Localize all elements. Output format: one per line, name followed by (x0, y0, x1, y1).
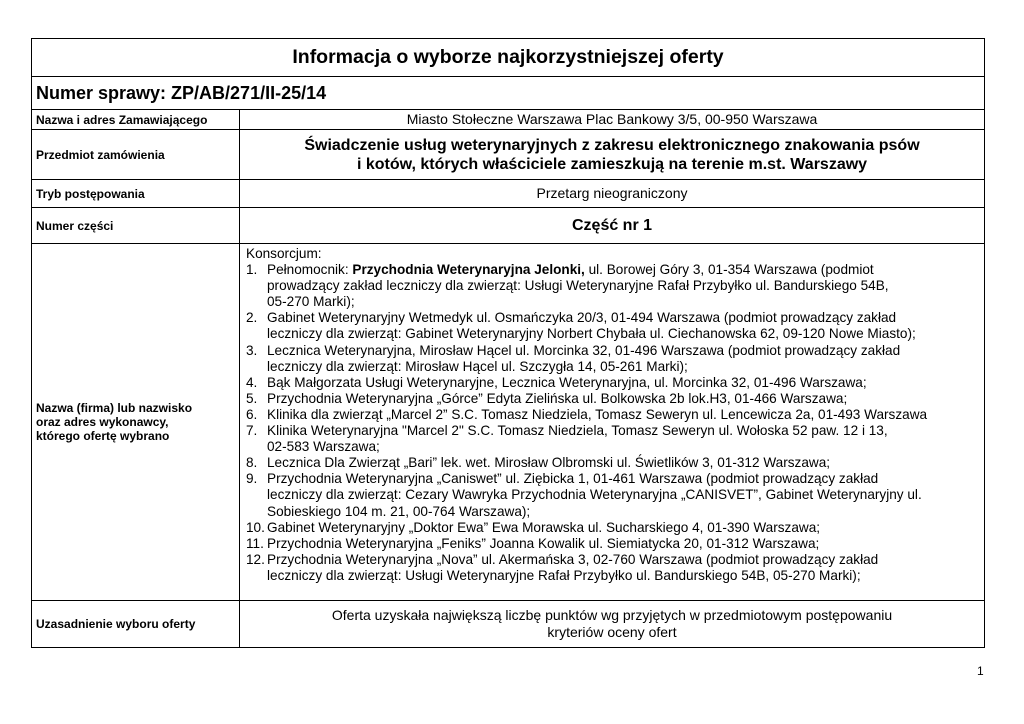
list-item (246, 536, 984, 552)
contractor-label-line3: którego ofertę wybrano (36, 429, 170, 443)
subject-value-line1: Świadczenie usług weterynaryjnych z zakresu elektronicznego znakowania psów (304, 136, 920, 154)
list-item-line3: 05-270 Marki); (267, 294, 355, 310)
list-item-number: 1. (246, 262, 258, 278)
selection-info-table (31, 38, 985, 648)
subject-row (32, 130, 985, 180)
list-item-prefix: Pełnomocnik: (267, 262, 353, 278)
consortium-members-list (246, 262, 984, 584)
document-title: Informacja o wyborze najkorzystniejszej oferty (32, 39, 985, 77)
list-item (246, 455, 984, 471)
page-number: 1 (977, 664, 984, 678)
list-item-number: 9. (246, 471, 258, 487)
list-item-line1: Przychodnia Weterynaryjna „Feniks” Joanna Kowalik ul. Siemiatycka 20, 01-312 Warszawa; (267, 535, 820, 551)
list-item-number: 11. (246, 535, 264, 551)
list-item-number: 4. (246, 374, 258, 390)
list-item (246, 520, 984, 536)
justification-value-line1: Oferta uzyskała największą liczbę punktów wg przyjętych w przedmiotowym postępowaniu (331, 607, 893, 623)
case-number: Numer sprawy: ZP/AB/271/II-25/14 (32, 77, 985, 110)
contractor-label-line1: Nazwa (firma) lub nazwisko (36, 401, 193, 415)
contracting-authority-row (32, 110, 985, 130)
list-item (246, 310, 984, 342)
procedure-value: Przetarg nieograniczony (240, 180, 985, 208)
case-number-row (32, 77, 985, 110)
list-item-bold-name: Przychodnia Weterynaryjna Jelonki, (352, 262, 585, 278)
list-item-line1: Bąk Małgorzata Usługi Weterynaryjne, Lecznica Weterynaryjna, ul. Morcinka 32, 01-496 Warszawa; (267, 374, 867, 390)
list-item (246, 375, 984, 391)
list-item-line2: leczniczy dla zwierząt: Gabinet Weterynaryjny Norbert Chybała ul. Ciechanowska 62, 09-120 Nowe Miasto); (267, 326, 916, 342)
list-item (246, 471, 984, 519)
list-item (246, 343, 984, 375)
list-item-line1: Lecznica Dla Zwierząt „Bari” lek. wet. Mirosław Olbromski ul. Świetlików 3, 01-312 Warszawa; (267, 455, 831, 471)
list-item-line1: Klinika dla zwierząt „Marcel 2” S.C. Tomasz Niedziela, Tomasz Seweryn ul. Lencewicza 2a, 01-493 Warszawa (267, 406, 928, 422)
justification-value (240, 601, 985, 648)
contractor-label (32, 244, 240, 601)
list-item-number: 5. (246, 390, 258, 406)
list-item-line3: Sobieskiego 104 m. 21, 00-764 Warszawa); (267, 503, 531, 519)
list-item (246, 391, 984, 407)
list-item-number: 8. (246, 455, 258, 471)
list-item-line1: Przychodnia Weterynaryjna „Nova” ul. Akermańska 3, 02-760 Warszawa (podmiot prowadzący zakład (267, 551, 879, 567)
contractor-row (32, 244, 985, 601)
part-row (32, 208, 985, 244)
list-item-number: 3. (246, 342, 258, 358)
list-item (246, 552, 984, 584)
list-item-line2: leczniczy dla zwierząt: Cezary Wawryka Przychodnia Weterynaryjna „CANISVET”, Gabinet Weterynaryjny ul. (267, 487, 922, 503)
subject-value-line2: i kotów, których właściciele zamieszkują na terenie m.st. Warszawy (356, 155, 868, 173)
list-item (246, 262, 984, 310)
list-item (246, 423, 984, 455)
list-item-number: 6. (246, 406, 258, 422)
consortium-intro: Konsorcjum: (246, 246, 322, 261)
list-item-line1: Przychodnia Weterynaryjna „Górce” Edyta Zielińska ul. Bolkowska 2b lok.H3, 01-466 Warszawa; (267, 390, 848, 406)
list-item-line1: Klinika Weterynaryjna "Marcel 2" S.C. Tomasz Niedziela, Tomasz Seweryn ul. Wołoska 52 paw. 12 i 13, (267, 423, 888, 439)
contractor-value (240, 244, 985, 601)
list-item-line2: prowadzący zakład leczniczy dla zwierząt: Usługi Weterynaryjne Rafał Przybyłko ul. Bandurskiego 54B, (267, 278, 889, 294)
list-item-number: 12. (246, 551, 265, 567)
procedure-label: Tryb postępowania (32, 180, 240, 208)
list-item-line2: 02-583 Warszawa; (267, 439, 380, 455)
subject-label: Przedmiot zamówienia (32, 130, 240, 180)
list-item-line2: leczniczy dla zwierząt: Mirosław Hącel ul. Szczygła 14, 05-261 Marki); (267, 358, 688, 374)
list-item-number: 7. (246, 423, 258, 439)
contracting-authority-value: Miasto Stołeczne Warszawa Plac Bankowy 3/5, 00-950 Warszawa (240, 110, 985, 130)
contracting-authority-label: Nazwa i adres Zamawiającego (32, 110, 240, 130)
list-item-line1: Przychodnia Weterynaryjna „Caniswet” ul. Ziębicka 1, 01-461 Warszawa (podmiot prowadzący zakład (267, 471, 879, 487)
list-item-line2: leczniczy dla zwierząt: Usługi Weterynaryjne Rafał Przybyłko ul. Bandurskiego 54B, 05-270 Marki); (267, 567, 861, 583)
list-item-line1: Lecznica Weterynaryjna, Mirosław Hącel ul. Morcinka 32, 01-496 Warszawa (podmiot prowadzący zakład (267, 342, 901, 358)
part-value: Część nr 1 (240, 208, 985, 244)
subject-value (240, 130, 985, 180)
list-item-line1: Gabinet Weterynaryjny „Doktor Ewa” Ewa Morawska ul. Sucharskiego 4, 01-390 Warszawa; (267, 519, 821, 535)
list-item-number: 2. (246, 310, 258, 326)
procedure-row (32, 180, 985, 208)
list-item-number: 10. (246, 519, 265, 535)
list-item-line1: Gabinet Weterynaryjny Wetmedyk ul. Osmańczyka 20/3, 01-494 Warszawa (podmiot prowadzący zakład (267, 310, 897, 326)
justification-value-line2: kryteriów oceny ofert (547, 624, 677, 640)
justification-label: Uzasadnienie wyboru oferty (32, 601, 240, 648)
contractor-label-line2: oraz adres wykonawcy, (36, 415, 169, 429)
list-item-line1: ul. Borowej Góry 3, 01-354 Warszawa (podmiot (584, 262, 874, 278)
justification-row (32, 601, 985, 648)
title-row (32, 39, 985, 77)
list-item (246, 407, 984, 423)
part-label: Numer części (32, 208, 240, 244)
